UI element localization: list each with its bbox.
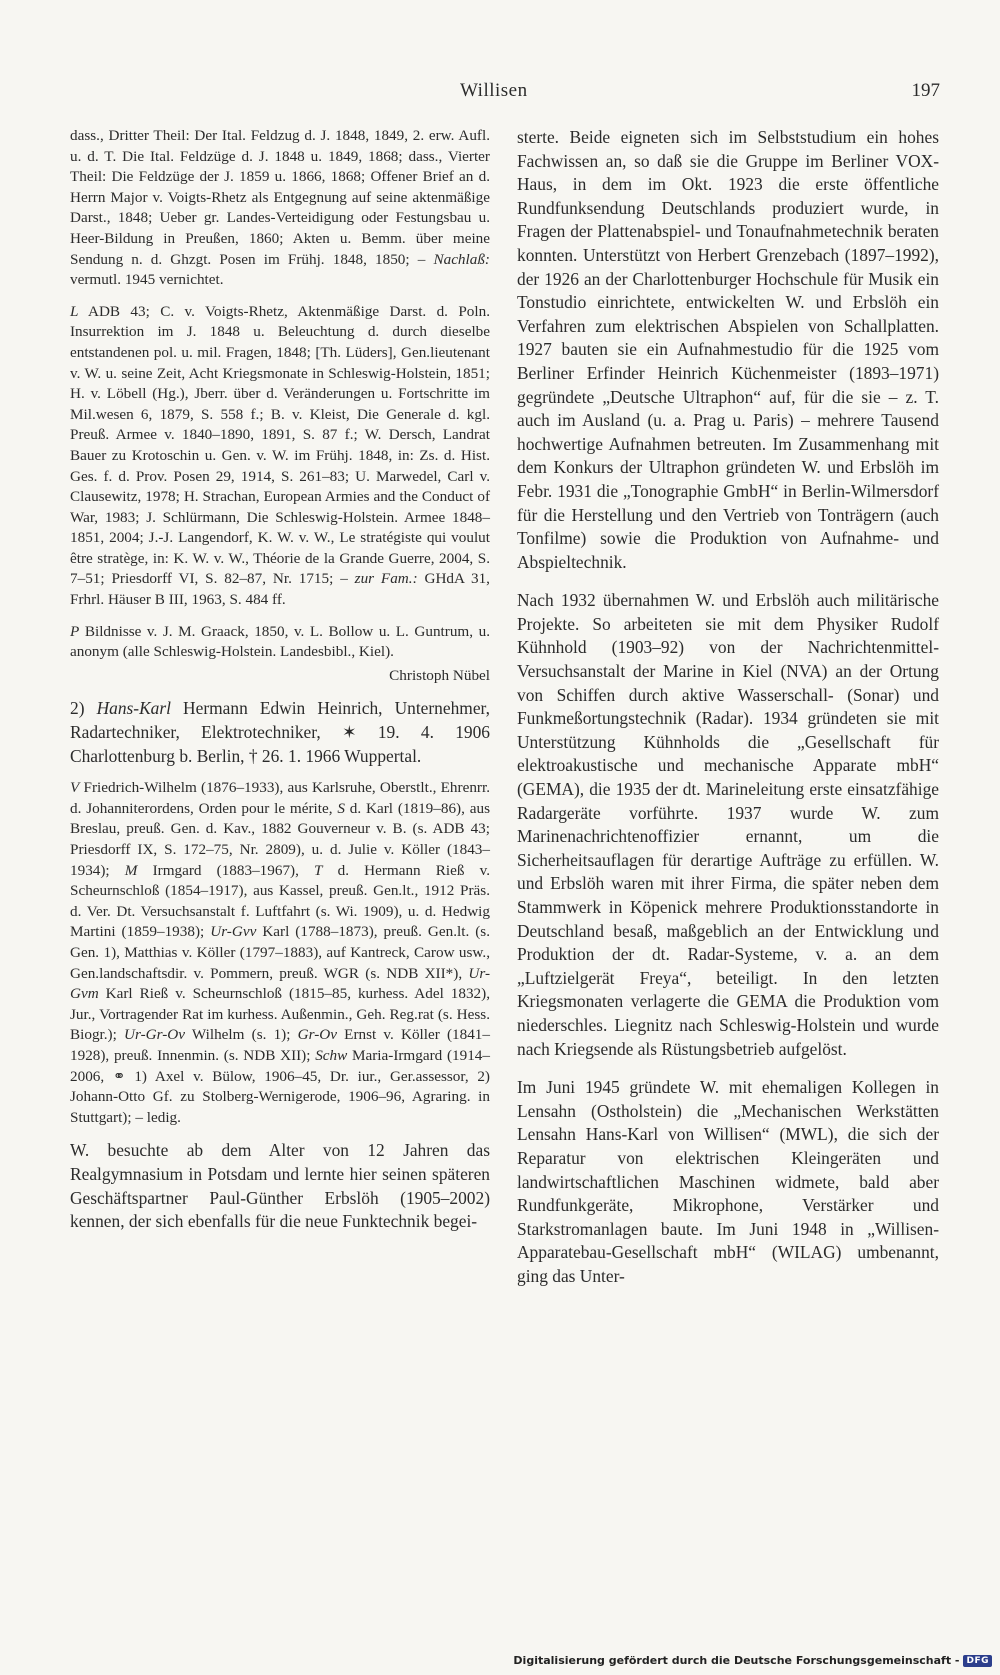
genealogy-label: T — [314, 861, 323, 879]
literature-family-text: GHdA 31, Frhrl. Häuser B III, 1963, S. 484 ff. — [70, 570, 490, 609]
genealogy-paragraph — [70, 778, 490, 1128]
biography-paragraph: W. besuchte ab dem Alter von 12 Jahren das Realgymnasium in Potsdam und lernte hier seinen späteren Geschäftspartner Paul-Günther Erbslöh (1905–2002) kennen, der sich ebenfalls für die neue Funktechnik begei- — [70, 1140, 490, 1232]
footer-text: Digitalisierung gefördert durch die Deutsche Forschungsgemeinschaft - — [513, 1654, 960, 1667]
biography-paragraph: sterte. Beide eigneten sich im Selbststudium ein hohes Fachwissen an, so daß sie die Gruppe im Berliner VOX-Haus, in dem im Okt. 1923 die erste öffentliche Rundfunksendung Deutschlands produziert wurde, in Fragen der Plattenabspiel- und Tonaufnahmetechnik beraten konnten. Unterstützt von Herbert Grenzebach (1897–1992), der 1926 an der Charlottenburger Hochschule für Musik ein Tonstudio einrichtete, entwickelten W. und Erbslöh ein Verfahren zum elektrischen Abspielen von Schallplatten. 1927 bauten sie ein Aufnahmestudio für die 1925 vom Berliner Erfinder Heinrich Küchenmeister (1893–1971) gegründete „Deutsche Ultraphon“ auf, für die sie – z. T. auch im Ausland (u. a. Prag u. Paris) – mehrere Tausend hochwertige Aufnahmen betreuten. Im Zusammenhang mit dem Konkurs der Ultraphon gründeten W. und Erbslöh im Febr. 1931 die „Tonographie GmbH“ in Berlin-Wilmersdorf für die Herstellung und den Vertrieb von Tonträgern (auch Tonfilme) sowie die Produktion von Aufnahme- und Abspieltechnik. — [517, 127, 939, 572]
genealogy-label: V — [70, 779, 80, 797]
portrait-text: Bildnisse v. J. M. Graack, 1850, v. L. Bollow u. L. Guntrum, u. anonym (alle Schleswig-Holstein. Landesbibl., Kiel). — [70, 622, 490, 661]
works-paragraph — [70, 126, 490, 291]
portrait-paragraph — [70, 622, 490, 663]
running-title: Willisen — [460, 80, 528, 101]
left-column — [70, 126, 490, 1249]
genealogy-text: Friedrich-Wilhelm (1876–1933), aus Karlsruhe, Oberstlt., Ehrenrr. d. Johanniterordens, Orden pour le mérite, — [70, 779, 490, 817]
entry-number: 2) — [70, 698, 85, 719]
digitization-footer — [513, 1654, 992, 1667]
biography-paragraph: Nach 1932 übernahmen W. und Erbslöh auch militärische Projekte. So arbeiteten sie mit dem Physiker Rudolf Kühnhold (1903–92) von der Nachrichtenmittel-Versuchsanstalt der Marine in Kiel (NVA) an der Ortung von Schiffen durch aktive Wasserschall- (Sonar) und Funkmeßortungstechnik (Radar). 1934 gründeten sie mit Unterstützung Kühnholds die „Gesellschaft für elektroakustische und mechanische Apparate mbH“ (GEMA), die 1935 der dt. Marineleitung erste einsatzfähige Radargeräte vorführte. 1937 wurde W. zum Marinenachrichtenoffizier ernannt, um die Sicherheitsauflagen für derartige Aufträge zu erfüllen. W. und Erbslöh waren mit ihrer Firma, die später neben dem Stammwerk in Köpenick mehrere Produktionsstandorte in Deutschland besaß, maßgeblich an der Entwicklung und Produktion der dt. Radar-Systeme, v. a. an dem „Luftzielgerät Freya“, beteiligt. In den letzten Kriegsmonaten verlagerte die GEMA die Produktion vom niederschles. Liegnitz nach Schleswig-Holstein und wurde nach Kriegsende als Rüstungsbetrieb aufgelöst. — [517, 590, 939, 1059]
biography-paragraph: Im Juni 1945 gründete W. mit ehemaligen Kollegen in Lensahn (Ostholstein) die „Mechanischen Werkstätten Lensahn Hans-Karl von Willisen“ (MWL), die sich der Reparatur von elektrischen Kleingeräten und landwirtschaftlichen Maschinen widmete, bald aber Rundfunkgeräte, Mikrophone, Verstärker und Starkstromanlagen baute. Im Juni 1948 in „Willisen-Apparatebau-Gesellschaft mbH“ (WILAG) umbenannt, ging das Unter- — [517, 1077, 939, 1286]
literature-label: L — [70, 302, 79, 320]
entry-description: Hermann Edwin Heinrich, Unternehmer, Radartechniker, Elektrotechniker, ✶ 19. 4. 1906 Charlottenburg b. Berlin, † 26. 1. 1966 Wuppertal. — [70, 698, 490, 766]
nachlass-text: vermutl. 1945 vernichtet. — [70, 271, 224, 289]
literature-paragraph — [70, 302, 490, 611]
genealogy-text: d. Hermann Rieß v. Scheurnschloß (1854–1917), aus Kassel, preuß. Gen.lt., 1912 Präs. d. Ver. Dt. Versuchsanstalt f. Luftfahrt (s. Wi. 1909), u. d. Hedwig Martini (1859–1938); — [70, 861, 491, 941]
works-text: dass., Dritter Theil: Der Ital. Feldzug d. J. 1848, 1849, 2. erw. Aufl. u. d. T. Die Ital. Feldzüge d. J. 1848 u. 1849, 1868; dass., Vierter Theil: Die Feldzüge der J. 1859 u. 1866, 1868; Offener Brief an d. Herrn Major v. Voigts-Rhetz als Entgegnung auf seine aktenmäßige Darst., 1848; Ueber gr. Landes-Verteidigung oder Festungsbau u. Heer-Bildung in Preußen, 1860; Akten u. Bemm. über meine Sendung n. d. Ghzgt. Posen im Frühj. 1848, 1850; – — [70, 127, 490, 268]
literature-text: ADB 43; C. v. Voigts-Rhetz, Aktenmäßige Darst. d. Poln. Insurrektion im J. 1848 u. Beleuchtung d. durch dieselbe entstandenen pol. u. mil. Fragen, 1848; [Th. Lüders], Gen.lieutenant v. W. u. seine Zeit, Acht Kriegsmonate in Schleswig-Holstein, 1851; H. v. Löbell (Hg.), Jberr. über d. Veränderungen u. Fortschritte im Mil.wesen 6, 1879, S. 558 f.; B. v. Kleist, Die Generale d. kgl. Preuß. Armee v. 1840–1890, 1891, S. 87 f.; W. Dersch, Landrat Bauer zu Krotoschin u. Gen. v. W. im Frühj. 1848, in: Zs. d. Hist. Ges. f. d. Prov. Posen 29, 1914, S. 261–83; U. Marwedel, Carl v. Clausewitz, 1978; H. Strachan, European Armies and the Conduct of War, 1983; J. Schlürmann, Die Schleswig-Holstein. Armee 1848–1851, 2004; J.-J. Langendorf, K. W. v. W., Le stratégiste qui voulut être stratège, in: K. W. v. W., Théorie de la Grande Guerre, 2004, S. 7–51; Priesdorff VI, S. 82–87, Nr. 1715; – — [70, 302, 490, 588]
genealogy-text: Irmgard (1883–1967), — [137, 861, 299, 879]
genealogy-label: Gr-Ov — [297, 1026, 337, 1044]
genealogy-text: d. Karl (1819–86), aus Breslau, preuß. Gen. d. Kav., 1882 Gouverneur v. B. (s. ADB 43; Priesdorff IX, S. 172–75, Nr. 2809), u. d. Julie v. Köller (1843–1934); — [70, 799, 490, 879]
genealogy-label: Ur-Gvm — [70, 964, 491, 1003]
genealogy-label: Ur-Gvv — [210, 923, 257, 941]
genealogy-text: Maria-Irmgard (1914–2006, ⚭ 1) Axel v. Bülow, 1906–45, Dr. iur., Ger.assessor, 2) Johann-Otto Gf. zu Stolberg-Wernigerode, 1906–96, Agraring. in Stuttgart); – ledig. — [70, 1046, 490, 1126]
dfg-logo: DFG — [963, 1655, 992, 1667]
entry-first-name: Hans-Karl — [96, 698, 171, 719]
page-header — [70, 80, 940, 110]
genealogy-label: S — [337, 799, 345, 817]
page-number: 197 — [911, 80, 940, 101]
right-column — [517, 126, 939, 1304]
portrait-label: P — [70, 622, 80, 640]
genealogy-label: Schw — [315, 1046, 348, 1064]
entry-heading — [70, 697, 490, 768]
genealogy-text: Wilhelm (s. 1); — [185, 1026, 291, 1044]
genealogy-label: Ur-Gr-Ov — [124, 1026, 186, 1044]
genealogy-text: Karl (1788–1873), preuß. Gen.lt. (s. Gen. 1), Matthias v. Köller (1797–1883), auf Kantreck, Carow usw., Gen.landschaftsdir. v. Pommern, preuß. WGR (s. NDB XII*), — [70, 923, 491, 982]
nachlass-label: Nachlaß: — [433, 250, 490, 268]
author-signature: Christoph Nübel — [389, 666, 490, 684]
genealogy-text: Ernst v. Köller (1841–1928), preuß. Innenmin. (s. NDB XII); — [70, 1026, 490, 1064]
literature-family-label: zur Fam.: — [354, 570, 418, 588]
genealogy-label: M — [124, 861, 138, 879]
genealogy-text: Karl Rieß v. Scheurnschloß (1815–85, kurhess. Adel 1832), Jur., Vortragender Rat im kurhess. Außenmin., Geh. Reg.rat (s. Hess. Biogr.); — [70, 985, 490, 1044]
